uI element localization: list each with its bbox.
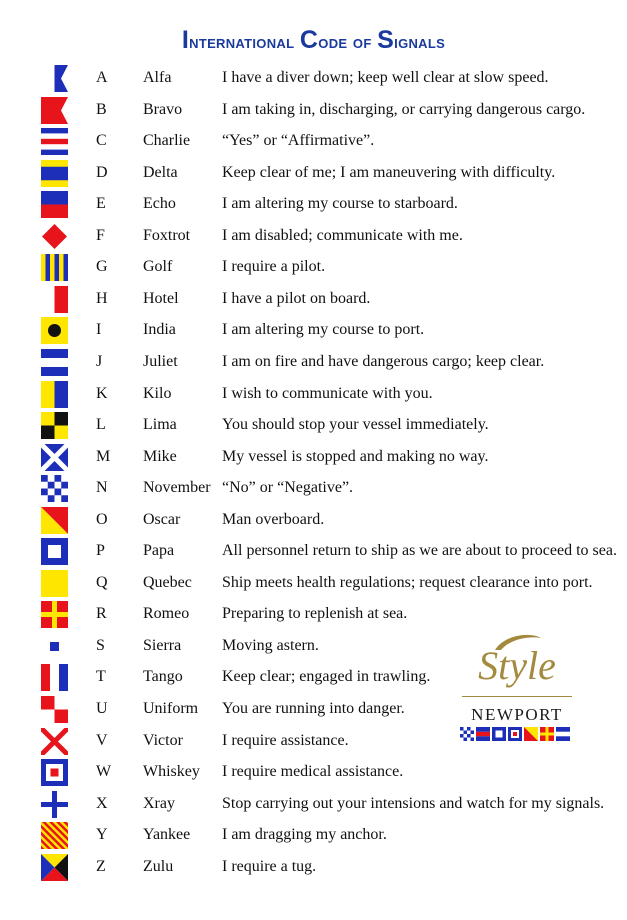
signal-word: Kilo [143,384,172,402]
mike-flag-icon [41,444,68,471]
signal-letter: I [96,321,102,339]
signal-letter: P [96,542,105,560]
signal-word: Hotel [143,289,179,307]
signal-meaning: I am on fire and have dangerous cargo; keep clear. [222,352,545,370]
signal-meaning: I am taking in, discharging, or carrying dangerous cargo. [222,100,586,118]
signal-word: Whiskey [143,763,200,781]
victor-flag-icon [41,728,68,755]
logo-flags-strip-icon [460,727,574,741]
signal-meaning: Preparing to replenish at sea. [222,605,408,623]
signal-row-x [0,790,627,821]
signal-letter: B [96,100,107,118]
signal-letter: Y [96,826,108,844]
signal-row-i [0,316,627,347]
alfa-flag-icon [41,65,68,92]
signal-word: November [143,479,211,497]
signal-meaning: I wish to communicate with you. [222,384,433,402]
logo-newport-text: NEWPORT [471,705,563,724]
signal-meaning: I require a tug. [222,857,317,875]
signal-row-l [0,411,627,442]
signal-letter: V [96,731,108,749]
signal-row-a [0,64,627,95]
romeo-flag-icon [41,601,68,628]
signal-letter: Z [96,857,106,875]
tango-flag-icon [41,664,68,691]
signal-word: Alfa [143,69,172,86]
signal-word: Romeo [143,605,190,623]
xray-flag-icon [41,791,68,818]
delta-flag-icon [41,160,68,187]
signal-word: Oscar [143,510,181,528]
zulu-flag-icon [41,854,68,881]
signal-letter: G [96,258,108,276]
sierra-flag-icon [41,633,68,660]
signal-word: Xray [143,794,175,812]
signal-row-d [0,159,627,190]
oscar-flag-icon [41,507,68,534]
signal-meaning: Man overboard. [222,510,325,528]
style-newport-logo [452,630,582,750]
signal-row-c [0,127,627,158]
signal-row-g [0,253,627,284]
signal-word: Charlie [143,132,191,150]
signal-letter: J [96,352,103,370]
signal-letter: U [96,700,108,717]
signal-row-e [0,190,627,221]
signal-word: India [143,321,176,339]
signal-meaning: I require medical assistance. [222,763,404,781]
signal-row-q [0,569,627,600]
signal-word: Juliet [143,352,178,370]
signal-word: Echo [143,195,176,213]
signal-letter: W [96,763,112,781]
signal-letter: T [96,668,106,686]
signal-word: Foxtrot [143,226,191,244]
signal-meaning: Ship meets health regulations; request clearance into port. [222,573,593,591]
signal-letter: X [96,794,108,812]
signal-word: Victor [143,731,183,749]
papa-flag-icon [41,538,68,565]
signal-row-n [0,474,627,505]
signal-meaning: Moving astern. [222,636,319,654]
signal-letter: D [96,163,108,181]
signal-word: Mike [143,447,177,465]
whiskey-flag-icon [41,759,68,786]
signal-word: Papa [143,542,175,560]
signal-word: Yankee [143,826,191,844]
lima-flag-icon [41,412,68,439]
hotel-flag-icon [41,286,68,313]
signal-meaning: All personnel return to ship as we are about to proceed to sea. [222,542,617,560]
signal-meaning: I have a diver down; keep well clear at slow speed. [222,69,549,86]
signal-row-z [0,853,627,884]
kilo-flag-icon [41,381,68,408]
signal-meaning: I have a pilot on board. [222,289,371,307]
golf-flag-icon [41,254,68,281]
signal-row-h [0,285,627,316]
signal-row-y [0,821,627,852]
logo-style-text: Style [478,643,556,688]
signal-letter: E [96,195,106,213]
signal-meaning: Stop carrying out your intensions and watch for my signals. [222,794,605,812]
signal-meaning: You are running into danger. [222,700,405,717]
signal-meaning: Keep clear of me; I am maneuvering with difficulty. [222,163,556,181]
signal-word: Bravo [143,100,183,118]
quebec-flag-icon [41,570,68,597]
signal-letter: A [96,69,108,86]
signal-word: Quebec [143,573,192,591]
echo-flag-icon [41,191,68,218]
signal-word: Sierra [143,636,182,654]
signal-word: Delta [143,163,178,181]
signal-letter: N [96,479,108,497]
uniform-flag-icon [41,696,68,723]
signal-row-m [0,443,627,474]
bravo-flag-icon [41,97,68,124]
signal-letter: F [96,226,105,244]
signal-row-p [0,537,627,568]
signal-row-f [0,222,627,253]
signal-letter: S [96,636,105,654]
signal-letter: H [96,289,108,307]
signal-row-o [0,506,627,537]
signal-meaning: I am altering my course to port. [222,321,425,339]
signal-meaning: I am altering my course to starboard. [222,195,458,213]
signal-row-j [0,348,627,379]
signal-meaning: “No” or “Negative”. [222,479,354,497]
india-flag-icon [41,317,68,344]
signal-letter: R [96,605,107,623]
signal-letter: O [96,510,108,528]
signal-word: Tango [143,668,183,686]
signal-row-k [0,380,627,411]
page-title: International Code of Signals [181,26,446,54]
signal-row-w [0,758,627,789]
signal-meaning: Keep clear; engaged in trawling. [222,668,431,686]
signal-meaning: I am dragging my anchor. [222,826,387,844]
signal-word: Uniform [143,700,199,717]
signal-word: Golf [143,258,173,276]
signal-meaning: My vessel is stopped and making no way. [222,447,489,465]
signal-meaning: I require assistance. [222,731,349,749]
signal-meaning: I require a pilot. [222,258,326,276]
signal-letter: K [96,384,108,402]
signal-word: Zulu [143,857,174,875]
yankee-flag-icon [41,822,68,849]
signal-letter: L [96,416,106,434]
signal-letter: C [96,132,107,150]
foxtrot-flag-icon [41,223,68,250]
charlie-flag-icon [41,128,68,155]
signal-meaning: “Yes” or “Affirmative”. [222,132,375,150]
november-flag-icon [41,475,68,502]
signal-row-r [0,600,627,631]
signal-word: Lima [143,416,177,434]
logo-divider [462,696,572,697]
signal-letter: Q [96,573,108,591]
juliet-flag-icon [41,349,68,376]
signal-meaning: You should stop your vessel immediately. [222,416,489,434]
signal-letter: M [96,447,111,465]
signal-meaning: I am disabled; communicate with me. [222,226,463,244]
signal-row-b [0,96,627,127]
